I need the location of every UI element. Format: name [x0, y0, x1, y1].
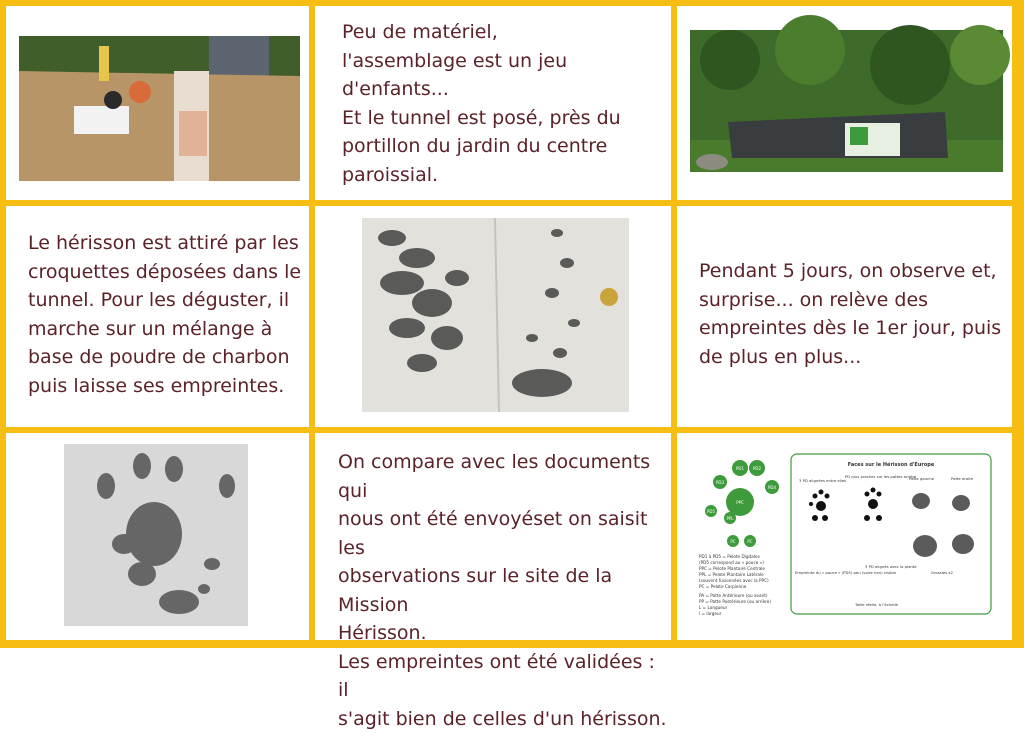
note-text: Empreinte du « pouce » (PD5) peu (voire non) visible: [795, 570, 897, 575]
print-blot: [912, 493, 930, 509]
footprint-closeup-photo: [64, 444, 248, 626]
print-pad: [871, 488, 876, 493]
comparison-line: nous ont été envoyéset on saisit les: [338, 505, 671, 562]
cell-tracks-paper-photo: [315, 206, 671, 427]
print-blot: [913, 535, 937, 557]
pad-label: PD5: [707, 509, 715, 514]
attraction-line: Le hérisson est attiré par les: [28, 229, 301, 258]
tracks-paper-photo: [362, 218, 629, 412]
attraction-line: croquettes déposées dans le: [28, 258, 301, 287]
comparison-line: On compare avec les documents qui: [338, 448, 671, 505]
reference-title: Faces sur le Hérisson d'Europe: [848, 461, 935, 468]
legend-line: PP = Patte Postérieure (ou arrière): [699, 599, 771, 604]
note-text: Grossies x2: [931, 570, 954, 575]
legend-line: PC = Pelote Carpienne: [699, 584, 747, 589]
attraction-text: [28, 229, 301, 400]
pad-label: PC: [730, 539, 735, 544]
attraction-line: marche sur un mélange à: [28, 315, 301, 344]
legend-line: L = Longueur: [699, 605, 728, 610]
observation-text: [699, 257, 1001, 371]
note-text: Patte gauche: [909, 476, 935, 481]
cell-assembly-photo: [6, 6, 309, 200]
print-pad: [864, 515, 870, 521]
note-text: Taille réelle, à l'échelle: [854, 602, 899, 607]
legend-line: PPC = Pelote Plantaire Centrale: [699, 566, 765, 571]
print-pad: [812, 515, 818, 521]
cell-attraction-text: [6, 206, 309, 427]
cell-footprint-closeup: [6, 433, 309, 640]
intro-line: l'assemblage est un jeu: [342, 47, 621, 76]
pad-label: PPC: [736, 500, 744, 505]
print-pad: [813, 494, 818, 499]
intro-line: paroissial.: [342, 161, 621, 190]
legend-line: (souvent fusionnées avec la PPC): [699, 578, 769, 583]
legend-line: (PD5 correspond au « pouce »): [699, 560, 764, 565]
cell-observation-text: [677, 206, 1012, 427]
legend-line: PA = Patte Antérieure (ou avant): [699, 593, 768, 598]
attraction-line: tunnel. Pour les déguster, il: [28, 286, 301, 315]
legend-line: PPL = Pelote Plantaire Latérale: [699, 572, 764, 577]
note-text: 3 PD alignées entre elles: [799, 478, 846, 483]
intro-line: d'enfants...: [342, 75, 621, 104]
observation-line: surprise... on relève des: [699, 286, 1001, 315]
legend-line: PD1 à PD5 = Pelote Digitales: [699, 554, 760, 559]
cell-intro-text: [315, 6, 671, 200]
print-pad: [868, 499, 878, 509]
comparison-line: Hérisson.: [338, 619, 671, 648]
print-pad: [809, 502, 813, 506]
cell-reference-sheet: [677, 433, 1012, 640]
pad-label: PD1: [736, 466, 744, 471]
intro-text: [342, 18, 621, 189]
print-pad: [819, 490, 824, 495]
pad-label: PD4: [768, 485, 776, 490]
attraction-line: base de poudre de charbon: [28, 343, 301, 372]
reference-sheet: [695, 446, 1000, 631]
print-pad: [876, 515, 882, 521]
observation-line: Pendant 5 jours, on observe et,: [699, 257, 1001, 286]
intro-line: portillon du jardin du centre: [342, 132, 621, 161]
legend-line: l = largeur: [699, 611, 722, 616]
comparison-line: s'agit bien de celles d'un hérisson.: [338, 705, 671, 733]
tunnel-photo: [690, 30, 1003, 172]
observation-line: empreintes dès le 1er jour, puis: [699, 314, 1001, 343]
pad-label: PC: [747, 539, 752, 544]
print-pad: [865, 492, 870, 497]
attraction-line: puis laisse ses empreintes.: [28, 372, 301, 401]
cell-tunnel-photo: [677, 6, 1012, 200]
note-text: PD plus proches sur les pattes arrière: [845, 474, 917, 479]
observation-line: de plus en plus...: [699, 343, 1001, 372]
note-text: 3 PD alignés avec la plante: [865, 564, 917, 569]
print-blot: [952, 534, 974, 554]
print-blot: [952, 495, 970, 511]
pad-label: PD2: [753, 466, 761, 471]
intro-line: Peu de matériel,: [342, 18, 621, 47]
comparison-text: [338, 448, 671, 733]
cell-comparison-text: [315, 433, 671, 640]
print-pad: [822, 515, 828, 521]
print-pad: [825, 494, 830, 499]
comparison-line: observations sur le site de la Mission: [338, 562, 671, 619]
print-pad: [877, 492, 882, 497]
intro-line: Et le tunnel est posé, près du: [342, 104, 621, 133]
pad-legend: [699, 554, 771, 616]
comparison-line: Les empreintes ont été validées : il: [338, 648, 671, 705]
print-pad: [816, 501, 826, 511]
pad-label: PPL: [726, 516, 734, 521]
note-text: Patte droite: [951, 476, 974, 481]
pad-label: PD3: [716, 480, 724, 485]
assembly-photo: [19, 36, 300, 181]
